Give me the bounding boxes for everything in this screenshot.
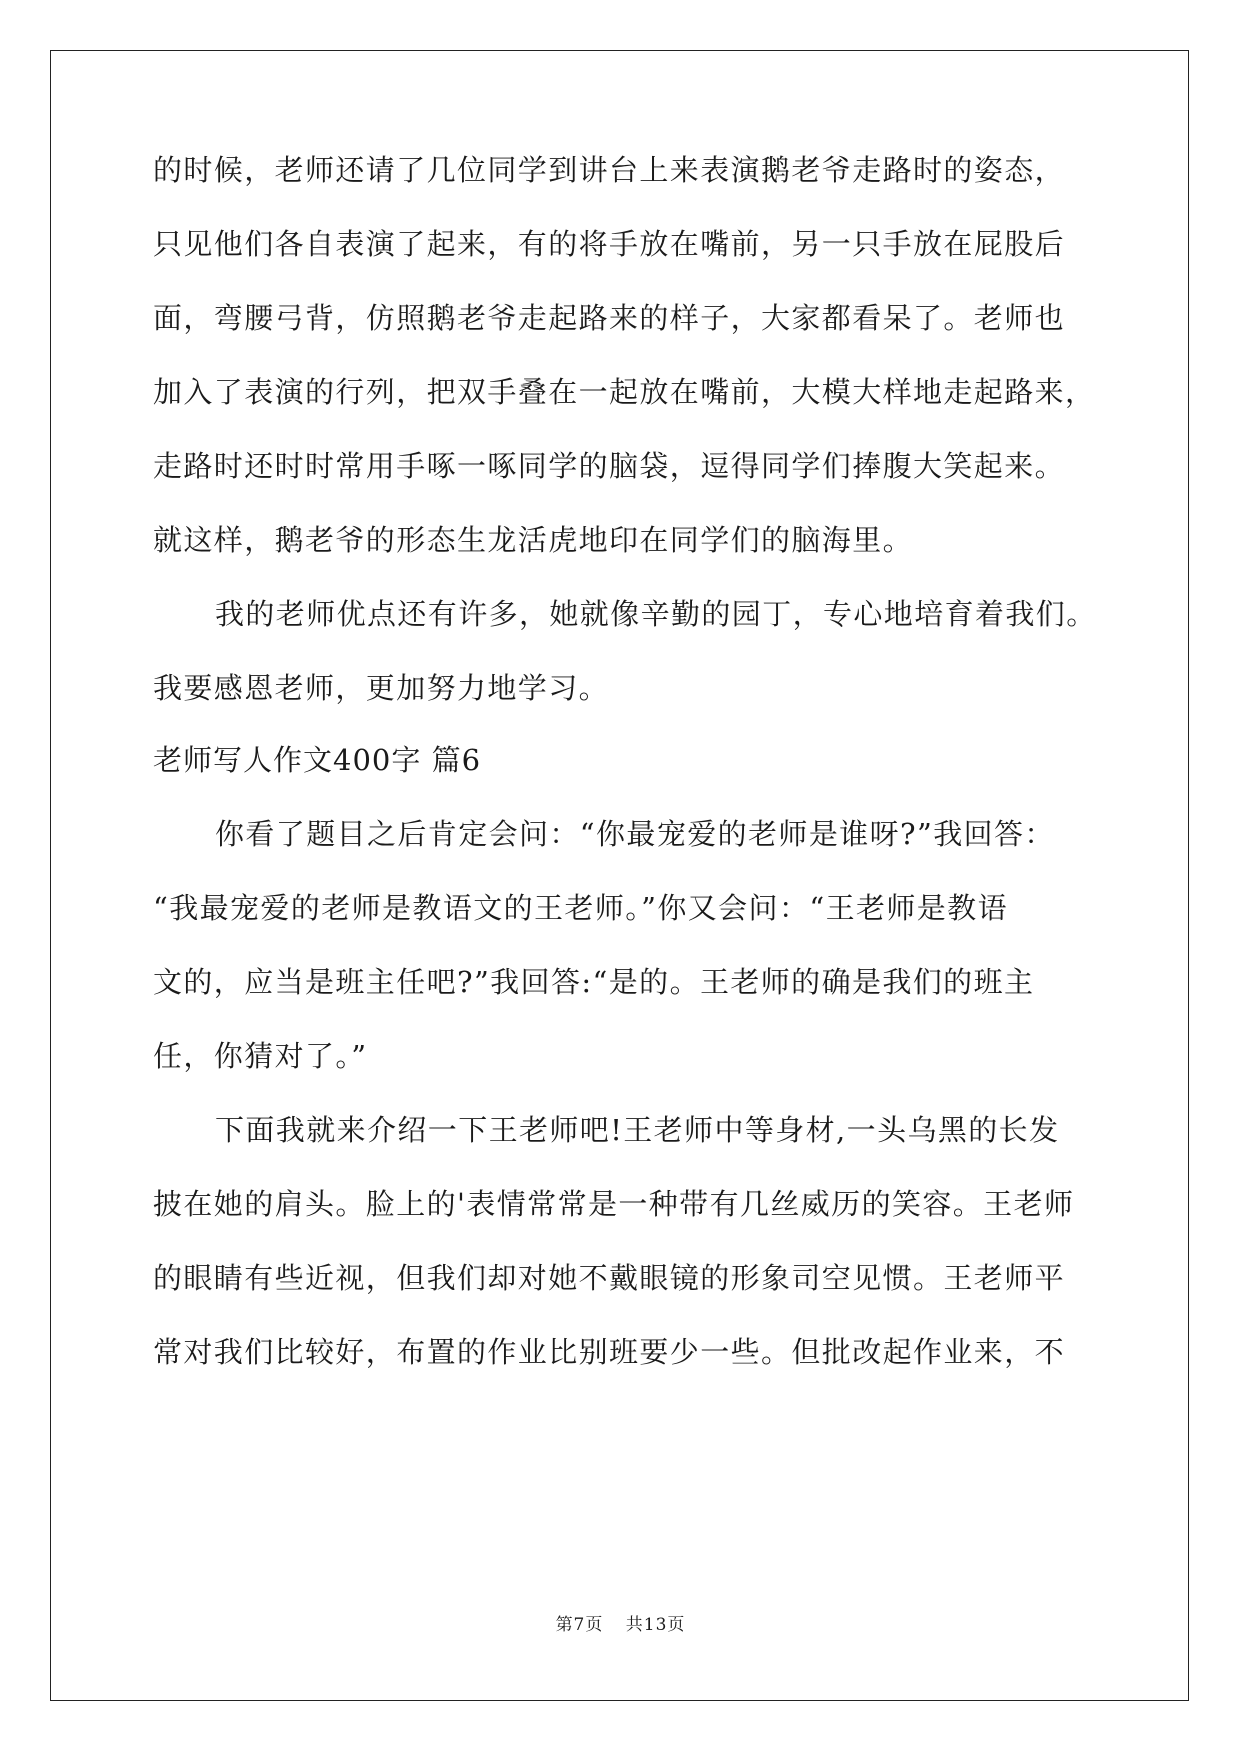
body-line: 披在她的肩头。脸上的'表情常常是一种带有几丝威历的笑容。王老师 — [153, 1187, 1075, 1221]
body-line: 就这样，鹅老爷的形态生龙活虎地印在同学们的脑海里。 — [153, 523, 914, 557]
paragraph-start-line: 下面我就来介绍一下王老师吧!王老师中等身材,一头乌黑的长发 — [215, 1113, 1060, 1147]
body-line: 常对我们比较好，布置的作业比别班要少一些。但批改起作业来，不 — [153, 1335, 1066, 1369]
paragraph-start-line: 我的老师优点还有许多，她就像辛勤的园丁，专心地培育着我们。 — [215, 597, 1097, 631]
section-heading: 老师写人作文400字 篇6 — [153, 743, 482, 777]
page-footer — [0, 1610, 1241, 1635]
page-count: 共13页 — [625, 1615, 686, 1635]
paragraph-start-line: 你看了题目之后肯定会问：“你最宠爱的老师是谁呀?”我回答： — [215, 817, 1055, 851]
body-line: 我要感恩老师，更加努力地学习。 — [153, 671, 610, 705]
body-line: 加入了表演的行列，把双手叠在一起放在嘴前，大模大样地走起路来， — [153, 375, 1096, 409]
body-line: 面，弯腰弓背，仿照鹅老爷走起路来的样子，大家都看呆了。老师也 — [153, 301, 1066, 335]
body-line: 只见他们各自表演了起来，有的将手放在嘴前，另一只手放在屁股后 — [153, 227, 1066, 261]
body-line: 文的，应当是班主任吧?”我回答:“是的。王老师的确是我们的班主 — [153, 965, 1035, 999]
body-line: 的时候，老师还请了几位同学到讲台上来表演鹅老爷走路时的姿态， — [153, 153, 1066, 187]
body-line: 任，你猜对了。” — [153, 1039, 368, 1073]
page-number: 第7页 — [555, 1615, 604, 1635]
body-line: 的眼睛有些近视，但我们却对她不戴眼镜的形象司空见惯。王老师平 — [153, 1261, 1066, 1295]
body-line: 走路时还时时常用手啄一啄同学的脑袋，逗得同学们捧腹大笑起来。 — [153, 449, 1066, 483]
body-line: “我最宠爱的老师是教语文的王老师。”你又会问：“王老师是教语 — [153, 891, 1008, 925]
